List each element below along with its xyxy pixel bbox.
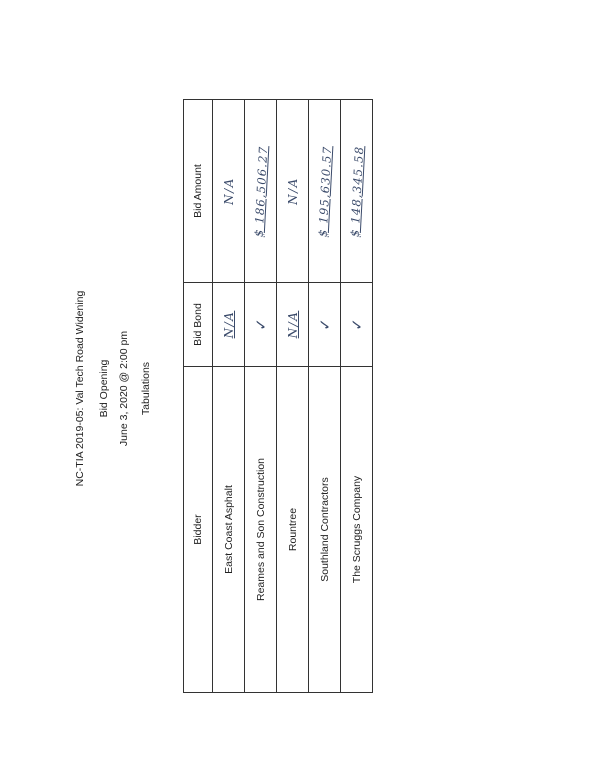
bid-tabulation-table: [183, 99, 373, 693]
bidder-name: East Coast Asphalt: [213, 367, 245, 693]
checkmark-icon: ✓: [251, 318, 270, 331]
bid-amount-text: $ 148,345.58: [347, 145, 366, 237]
bid-bond-text: N/A: [221, 310, 236, 339]
bid-amount-text: N/A: [285, 177, 300, 205]
bid-bond-value: [309, 283, 341, 367]
document-section: Tabulations: [140, 361, 152, 416]
table-row: [341, 100, 373, 693]
bid-bond-value: [245, 283, 277, 367]
bid-amount-value: [341, 100, 373, 283]
bidder-name: Rountree: [277, 367, 309, 693]
bid-bond-text: N/A: [285, 310, 300, 339]
bid-bond-value: [213, 283, 245, 367]
bid-amount-text: $ 195,630.57: [315, 145, 334, 237]
bid-amount-value: [245, 100, 277, 283]
bid-amount-text: N/A: [221, 177, 236, 205]
bid-bond-value: [341, 283, 373, 367]
table-row: [277, 100, 309, 693]
bidder-name: The Scruggs Company: [341, 367, 373, 693]
column-header-bid-amount: Bid Amount: [184, 100, 213, 283]
column-header-bidder: Bidder: [184, 367, 213, 693]
bid-bond-value: [277, 283, 309, 367]
table-row: [213, 100, 245, 693]
bid-amount-value: [309, 100, 341, 283]
bid-amount-text: $ 186,506.27: [251, 145, 270, 237]
document-date: June 3, 2020 @ 2:00 pm: [118, 330, 130, 447]
checkmark-icon: ✓: [347, 318, 366, 331]
column-header-bid-bond: Bid Bond: [184, 283, 213, 367]
bid-amount-value: [277, 100, 309, 283]
document-title: NC-TIA 2019-05: Val Tech Road Widening: [74, 290, 86, 487]
bidder-name: Southland Contractors: [309, 367, 341, 693]
document-subtitle: Bid Opening: [98, 359, 110, 418]
table-header-row: [184, 100, 213, 693]
bid-amount-value: [213, 100, 245, 283]
checkmark-icon: ✓: [315, 318, 334, 331]
table-row: [309, 100, 341, 693]
table-row: [245, 100, 277, 693]
bidder-name: Reames and Son Construction: [245, 367, 277, 693]
